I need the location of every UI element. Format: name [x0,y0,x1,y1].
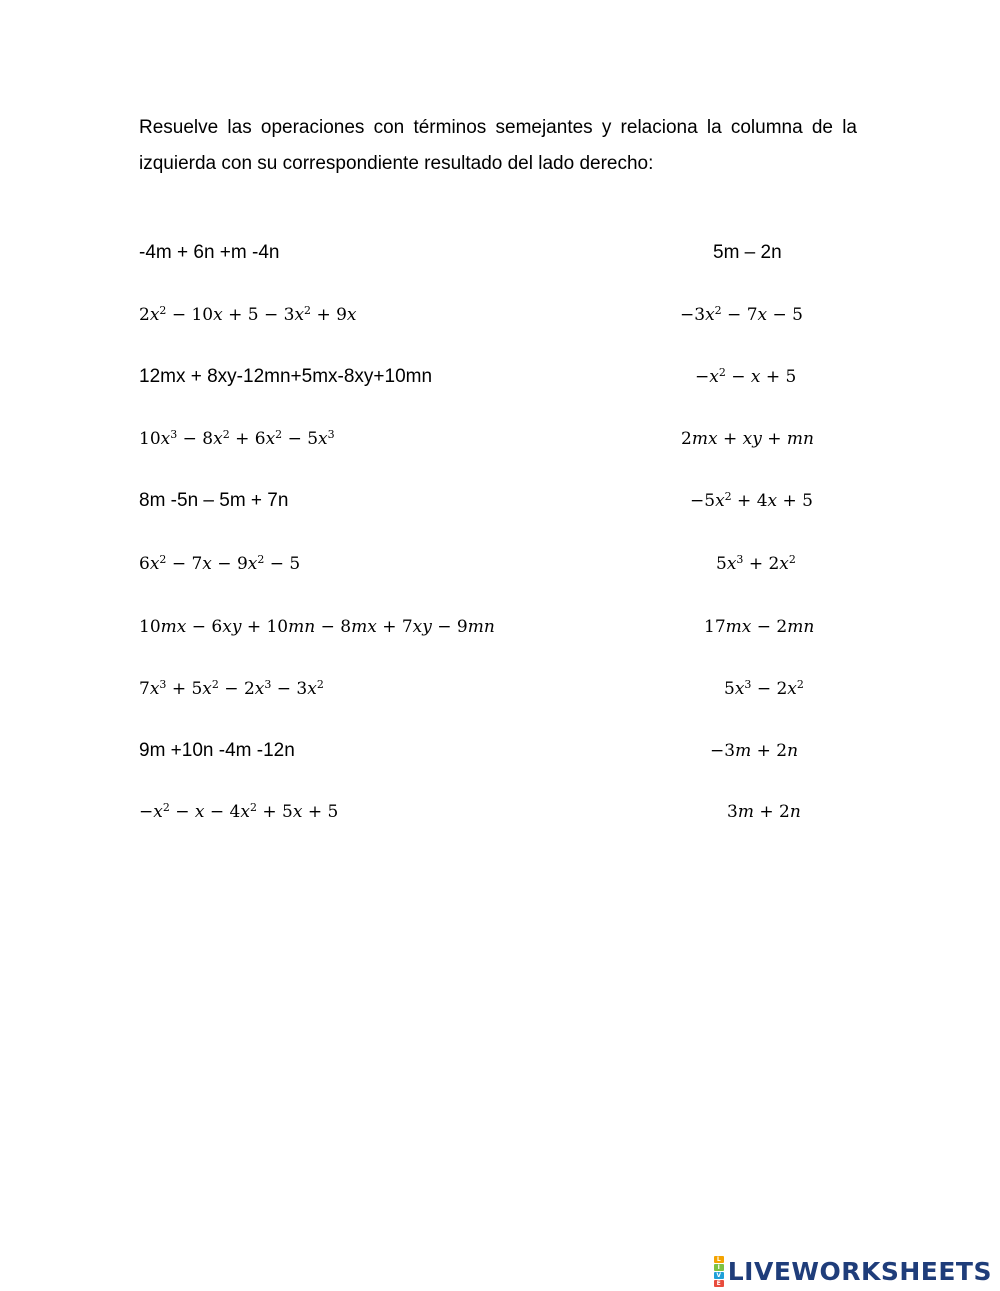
exercise-row [0,797,1000,827]
exercise-row [0,549,1000,579]
expression-left: $2x^2 - 10x + 5 - 3x^2 + 9x$ [139,304,357,325]
logo-mark-tile: L [714,1256,724,1263]
expression-left: $6x^2 - 7x - 9x^2 - 5$ [139,553,301,574]
result-right: 5m – 2n [713,242,782,263]
expression-left: 10mx − 6xy + 10mn − 8mx + 7xy − 9mn [139,617,495,637]
exercise-row [0,238,1000,268]
logo-mark-tile: I [714,1264,724,1271]
exercise-row [0,424,1000,454]
expression-left: 9m +10n -4m -12n [139,740,295,761]
result-right: $-x^2 - x + 5$ [695,366,797,387]
liveworksheets-logo [714,1253,992,1289]
result-right: 17mx − 2mn [704,617,815,637]
result-right: −3m + 2n [710,741,799,761]
liveworksheets-logo-mark-icon [714,1256,724,1287]
exercise-row [0,674,1000,704]
result-right: $5x^3 - 2x^2$ [724,678,804,699]
instructions-text: Resuelve las operaciones con términos semejantes y relaciona la columna de la izquierda con su correspondiente resultado del lado derecho: [139,117,857,174]
expression-left: $7x^3 + 5x^2 - 2x^3 - 3x^2$ [139,678,324,699]
expression-left: 8m -5n – 5m + 7n [139,490,289,511]
exercise-row [0,362,1000,392]
expression-left: 12mx + 8xy-12mn+5mx-8xy+10mn [139,366,433,387]
logo-mark-tile: V [714,1272,724,1279]
logo-mark-tile: E [714,1280,724,1287]
exercise-row [0,612,1000,642]
result-right: $5x^3 + 2x^2$ [716,553,796,574]
expression-left: $-x^2 - x - 4x^2 + 5x + 5$ [139,801,339,822]
liveworksheets-logo-text: LIVEWORKSHEETS [727,1256,992,1286]
result-right: 3m + 2n [727,802,801,822]
result-right: $-3x^2 - 7x - 5$ [680,304,803,325]
exercise-row [0,300,1000,330]
expression-left: -4m + 6n +m -4n [139,242,280,263]
expression-left: $10x^3 - 8x^2 + 6x^2 - 5x^3$ [139,428,335,449]
exercise-row [0,486,1000,516]
exercise-row [0,736,1000,766]
result-right: 2mx + xy + mn [681,429,814,449]
result-right: $-5x^2 + 4x + 5$ [690,490,813,511]
